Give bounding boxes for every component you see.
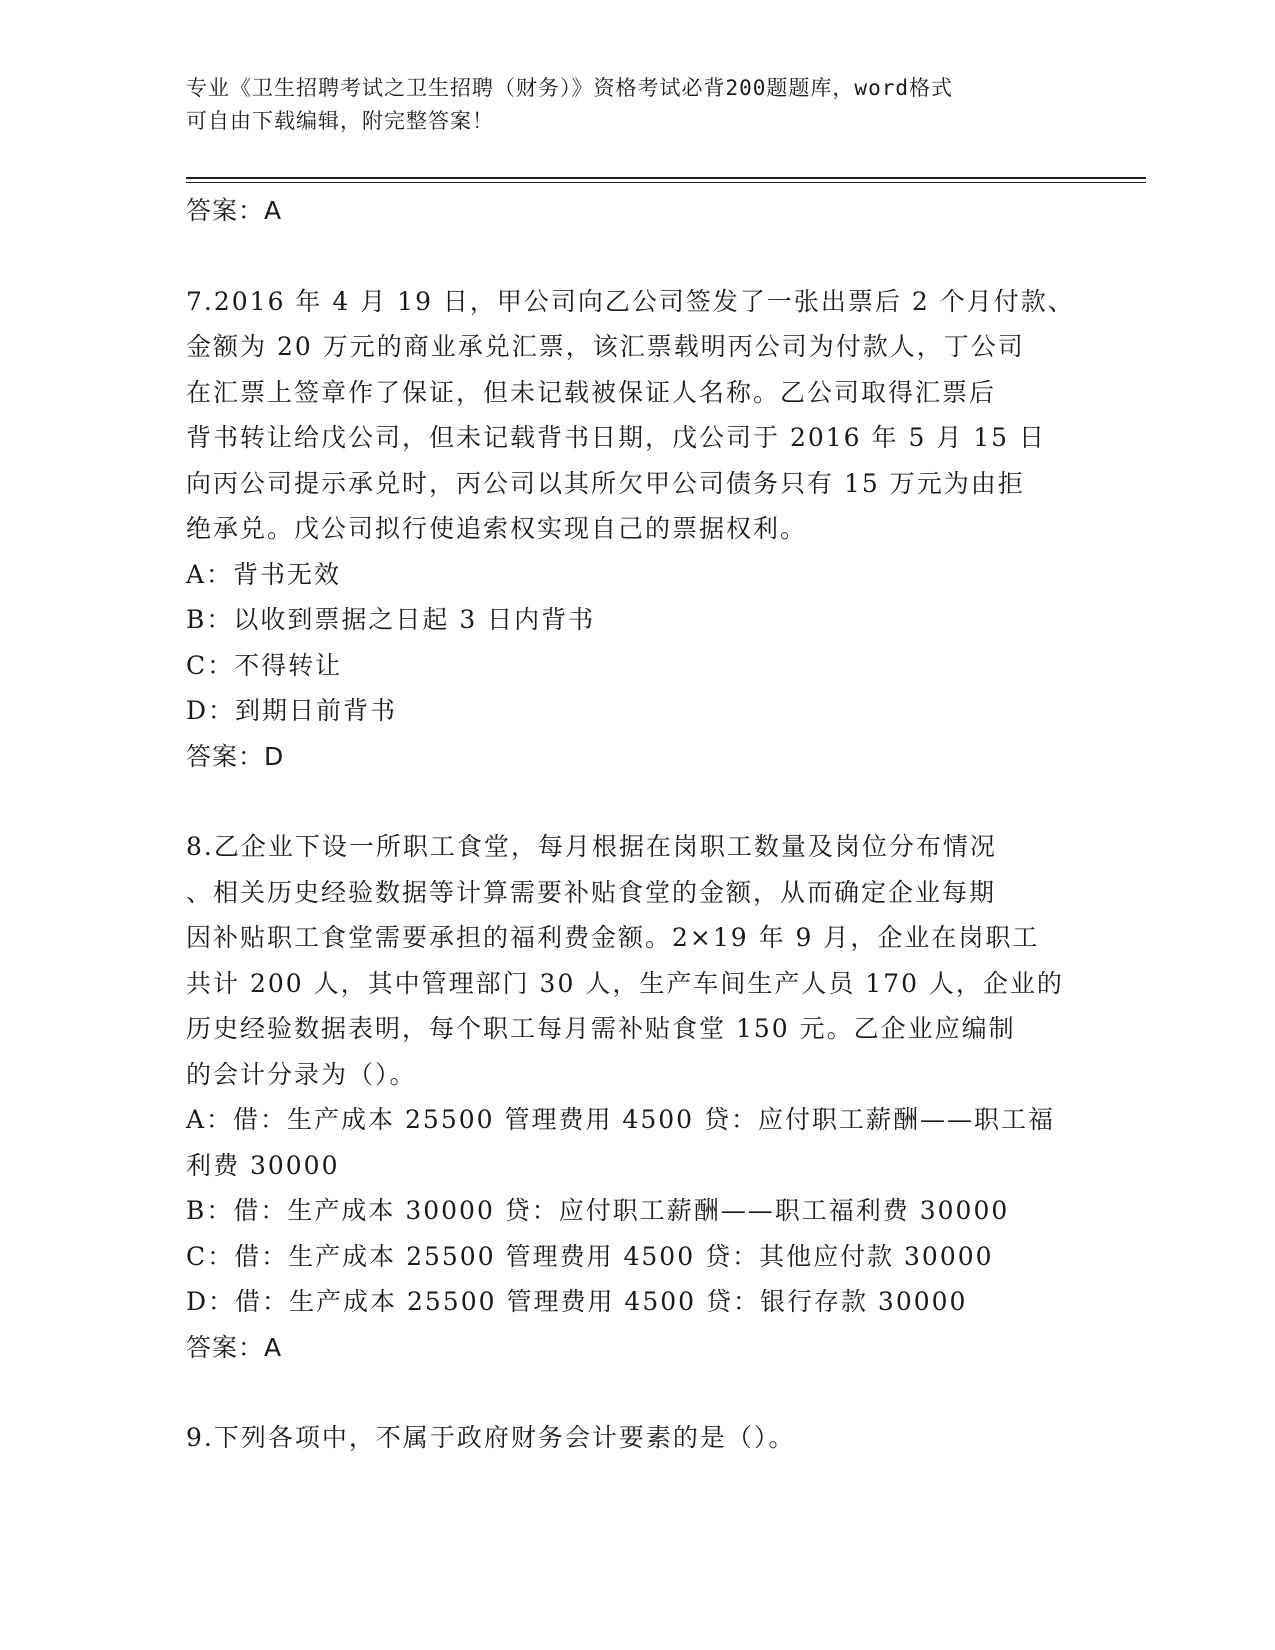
spacer bbox=[186, 779, 1086, 824]
question-7-line: 背书转让给戊公司，但未记载背书日期，戊公司于 2016 年 5 月 15 日 bbox=[186, 423, 1047, 452]
document-header bbox=[186, 72, 1066, 138]
question-7-line: 金额为 20 万元的商业承兑汇票，该汇票载明丙公司为付款人，丁公司 bbox=[186, 332, 1025, 361]
question-8-line: 的会计分录为（）。 bbox=[186, 1059, 417, 1089]
question-8-line: 8.乙企业下设一所职工食堂，每月根据在岗职工数量及岗位分布情况 bbox=[186, 832, 997, 861]
question-8-line: 、相关历史经验数据等计算需要补贴食堂的金额，从而确定企业每期 bbox=[186, 877, 997, 907]
answer-previous: 答案：A bbox=[186, 196, 283, 225]
question-8-option-c: C：借：生产成本 25500 管理费用 4500 贷：其他应付款 30000 bbox=[186, 1241, 994, 1271]
question-9 bbox=[186, 1415, 1086, 1461]
question-7-line: 7.2016 年 4 月 19 日，甲公司向乙公司签发了一张出票后 2 个月付款、 bbox=[186, 286, 1075, 316]
question-7-option-c: C：不得转让 bbox=[186, 650, 343, 680]
question-8-option-a: A：借：生产成本 25500 管理费用 4500 贷：应付职工薪酬——职工福 bbox=[186, 1105, 1055, 1134]
question-8-option-a-cont: 利费 30000 bbox=[186, 1150, 340, 1180]
header-rule-thin bbox=[186, 182, 1146, 183]
question-8-option-d: D：借：生产成本 25500 管理费用 4500 贷：银行存款 30000 bbox=[186, 1287, 968, 1316]
spacer bbox=[186, 234, 1086, 279]
question-7-line: 绝承兑。戊公司拟行使追索权实现自己的票据权利。 bbox=[186, 514, 808, 543]
question-7-option-a: A：背书无效 bbox=[186, 559, 342, 589]
question-7-line: 向丙公司提示承兑时，丙公司以其所欠甲公司债务只有 15 万元为由拒 bbox=[186, 468, 1025, 498]
question-8-option-b: B：借：生产成本 30000 贷：应付职工薪酬——职工福利费 30000 bbox=[186, 1196, 1010, 1225]
question-7 bbox=[186, 279, 1086, 780]
header-line-2: 可自由下载编辑，附完整答案！ bbox=[186, 109, 494, 133]
question-7-line: 在汇票上签章作了保证，但未记载被保证人名称。乙公司取得汇票后 bbox=[186, 377, 997, 407]
question-7-option-d: D：到期日前背书 bbox=[186, 696, 398, 725]
spacer bbox=[186, 1370, 1086, 1415]
question-8-line: 共计 200 人，其中管理部门 30 人，生产车间生产人员 170 人，企业的 bbox=[186, 968, 1064, 998]
header-rule-thick bbox=[186, 177, 1146, 179]
document-body bbox=[186, 188, 1086, 1461]
question-7-answer: 答案：D bbox=[186, 741, 285, 771]
question-8-line: 因补贴职工食堂需要承担的福利费金额。2×19 年 9 月，企业在岗职工 bbox=[186, 923, 1040, 952]
question-8 bbox=[186, 824, 1086, 1370]
question-8-line: 历史经验数据表明，每个职工每月需补贴食堂 150 元。乙企业应编制 bbox=[186, 1014, 1016, 1043]
question-8-answer: 答案：A bbox=[186, 1332, 283, 1362]
header-line-1: 专业《卫生招聘考试之卫生招聘（财务）》资格考试必背200题题库，word格式 bbox=[186, 76, 953, 100]
question-7-option-b: B：以收到票据之日起 3 日内背书 bbox=[186, 605, 596, 634]
question-9-line: 9.下列各项中，不属于政府财务会计要素的是（）。 bbox=[186, 1423, 796, 1452]
